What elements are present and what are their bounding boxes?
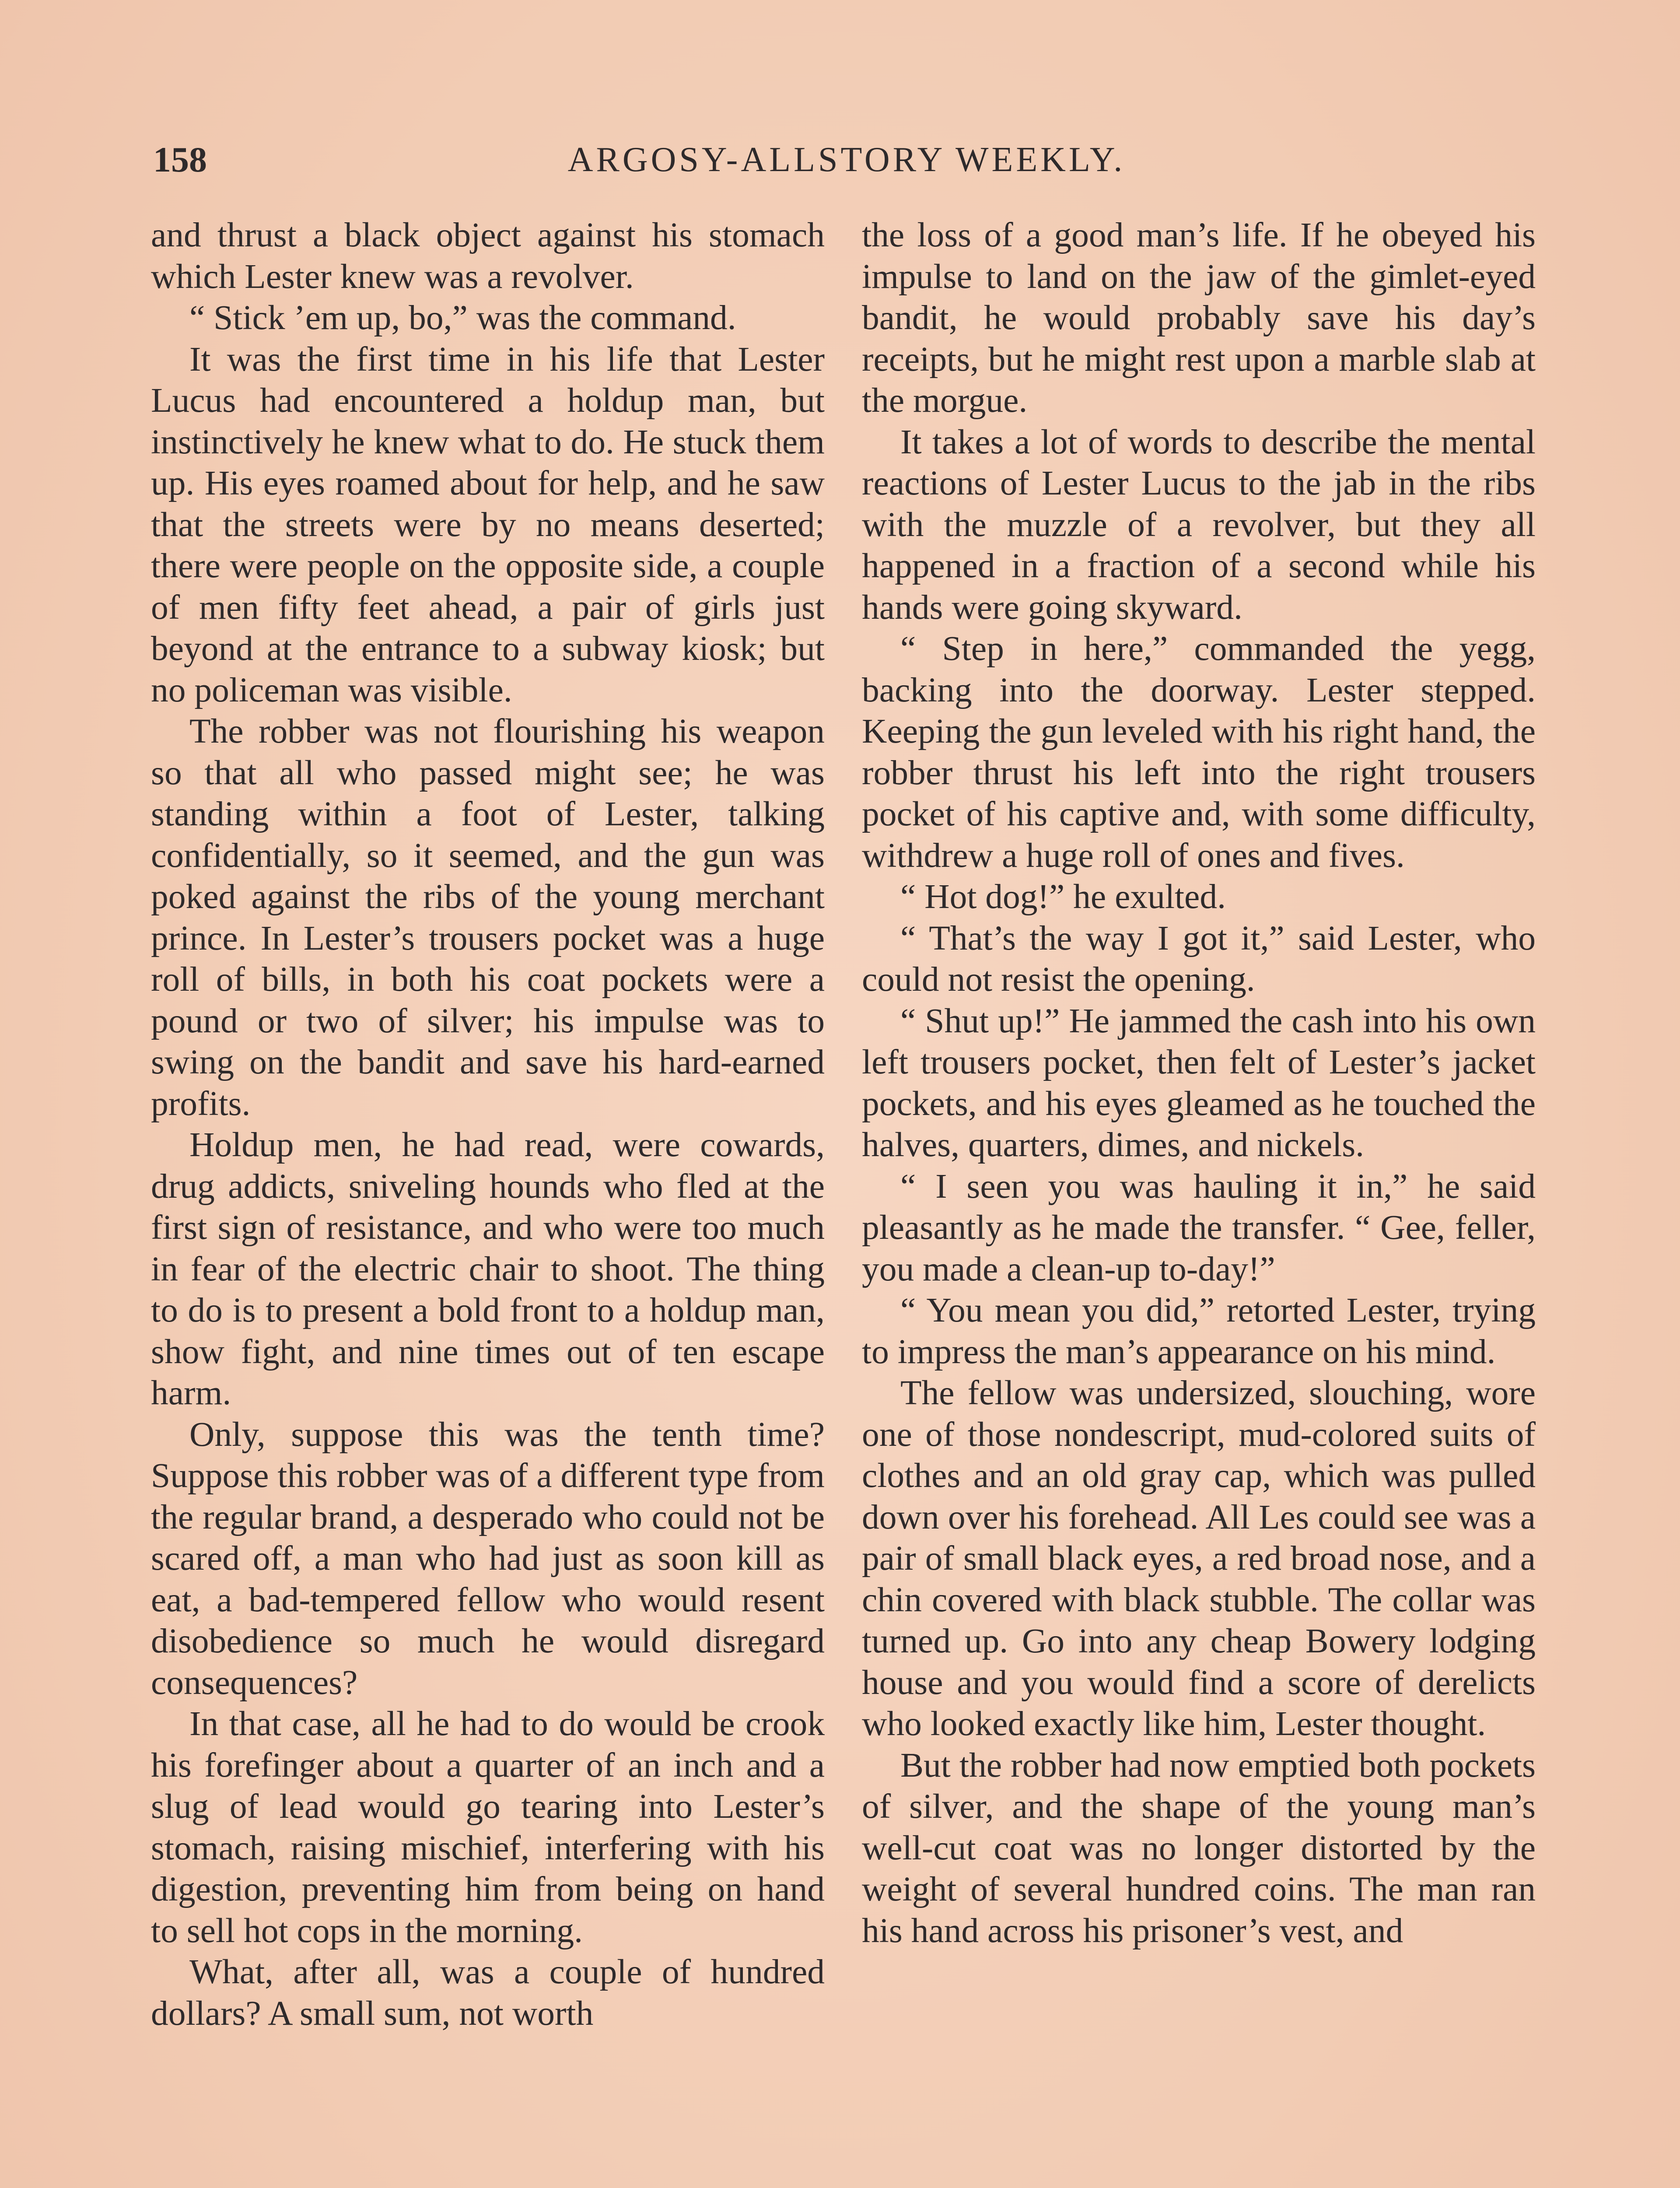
paragraph: “ I seen you was hauling it in,” he said pleasantly as he made the transfer. “ Gee, feller, you made a clean-up to-day!” — [862, 1167, 1536, 1288]
text-column-right — [862, 214, 1536, 1951]
page-number: 158 — [153, 140, 207, 179]
paragraph: The robber was not flourishing his weapon so that all who passed might see; he was standing within a foot of Lester, talking confidentially, so it seemed, and the gun was poked against the ribs of the young merchant prince. In Lester’s trousers pocket was a huge roll of bills, in both his coat pockets were a pound or two of silver; his impulse was to swing on the bandit and save his hard-earned profits. — [151, 712, 825, 1123]
paragraph: and thrust a black object against his stomach which Lester knew was a revolver. — [151, 216, 825, 296]
paragraph: Holdup men, he had read, were cowards, drug addicts, sniveling hounds who fled at the first sign of resistance, and who were too much in fear of the electric chair to shoot. The thing to do is to present a bold front to a holdup man, show fight, and nine times out of ten escape harm. — [151, 1126, 825, 1412]
paragraph: “ That’s the way I got it,” said Lester, who could not resist the opening. — [862, 919, 1536, 999]
paragraph: “ Stick ’em up, bo,” was the command. — [189, 298, 736, 337]
paragraph: the loss of a good man’s life. If he obeyed his impulse to land on the jaw of the gimlet-eyed bandit, he would probably save his day’s receipts, but he might rest upon a marble slab at the morgue. — [862, 216, 1536, 420]
text-column-left — [151, 214, 825, 2034]
paragraph: What, after all, was a couple of hundred dollars? A small sum, not worth — [151, 1953, 825, 2033]
page-header — [144, 131, 1549, 188]
paragraph: But the robber had now emptied both pockets of silver, and the shape of the young man’s well-cut coat was no longer distorted by the weight of several hundred coins. The man ran his hand across his prisoner’s vest, and — [862, 1746, 1536, 1950]
paragraph: “ Shut up!” He jammed the cash into his own left trousers pocket, then felt of Lester’s jacket pockets, and his eyes gleamed as he touched the halves, quarters, dimes, and nickels. — [862, 1001, 1536, 1164]
paragraph: “ You mean you did,” retorted Lester, trying to impress the man’s appearance on his mind. — [862, 1291, 1536, 1371]
paragraph: In that case, all he had to do would be crook his forefinger about a quarter of an inch and a slug of lead would go tearing into Lester’s stomach, raising mischief, interfering with his digestion, preventing him from being on hand to sell hot cops in the morning. — [151, 1704, 825, 1950]
paragraph: It was the first time in his life that Lester Lucus had encountered a holdup man, but instinctively he knew what to do. He stuck them up. His eyes roamed about for help, and he saw that the streets were by no means deserted; there were people on the opposite side, a couple of men fifty feet ahead, a pair of girls just beyond at the entrance to a subway kiosk; but no policeman was visible. — [151, 340, 825, 709]
paragraph: “ Hot dog!” he exulted. — [900, 877, 1226, 916]
paragraph: Only, suppose this was the tenth time? Suppose this robber was of a different type from the regular brand, a desperado who could not be scared off, a man who had just as soon kill as eat, a bad-tempered fellow who would resent disobedience so much he would disregard consequences? — [151, 1415, 825, 1702]
paragraph: It takes a lot of words to describe the mental reactions of Lester Lucus to the jab in the ribs with the muzzle of a revolver, but they all happened in a fraction of a second while his hands were going skyward. — [862, 422, 1536, 627]
running-title: ARGOSY-ALLSTORY WEEKLY. — [567, 140, 1126, 179]
paragraph: “ Step in here,” commanded the yegg, backing into the doorway. Lester stepped. Keeping the gun leveled with his right hand, the robber thrust his left into the right trousers pocket of his captive and, with some difficulty, withdrew a huge roll of ones and fives. — [862, 629, 1536, 875]
paragraph: The fellow was undersized, slouching, wore one of those nondescript, mud-colored suits of clothes and an old gray cap, which was pulled down over his forehead. All Les could see was a pair of small black eyes, a red broad nose, and a chin covered with black stubble. The collar was turned up. Go into any cheap Bowery lodging house and you would find a score of derelicts who looked exactly like him, Lester thought. — [862, 1374, 1536, 1743]
